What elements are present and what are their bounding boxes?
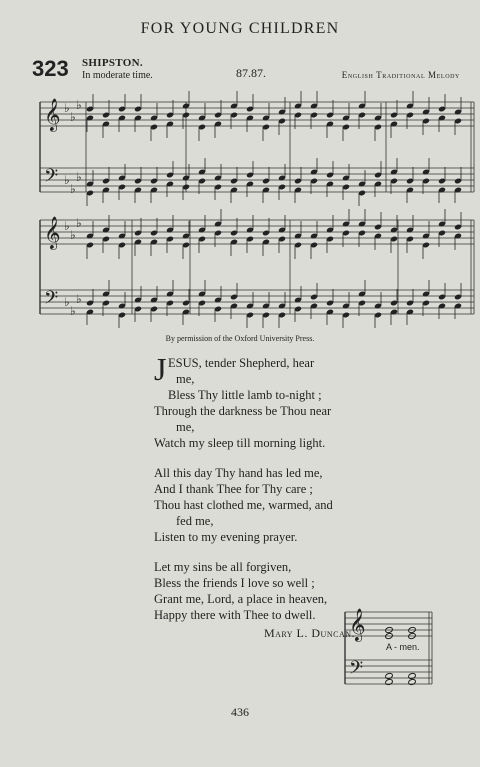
flat-sign: ♭ bbox=[64, 101, 70, 115]
verse-line: Happy there with Thee to dwell. bbox=[154, 608, 316, 622]
hymn-number: 323 bbox=[32, 56, 69, 81]
verse-line: Bless Thy little lamb to-night ; bbox=[168, 388, 322, 402]
half-note-head bbox=[385, 678, 393, 685]
verse-line: All this day Thy hand has led me, bbox=[154, 466, 323, 480]
bass-clef: 𝄢 bbox=[44, 166, 59, 191]
drop-cap: J bbox=[154, 351, 167, 387]
verse-line: And I thank Thee for Thy care ; bbox=[154, 482, 313, 496]
flat-sign: ♭ bbox=[76, 292, 82, 306]
running-head: FOR YOUNG CHILDREN bbox=[140, 20, 340, 37]
flat-sign: ♭ bbox=[70, 182, 76, 196]
flat-sign: ♭ bbox=[64, 219, 70, 233]
tune-name: SHIPSTON. bbox=[82, 57, 143, 69]
flat-sign: ♭ bbox=[64, 173, 70, 187]
bass-clef: 𝄢 bbox=[44, 288, 59, 313]
treble-clef: 𝄞 bbox=[44, 98, 61, 131]
treble-clef: 𝄞 bbox=[44, 216, 61, 249]
half-note-head bbox=[385, 672, 393, 679]
verse-line: fed me, bbox=[176, 514, 214, 528]
tune-source: English Traditional Melody bbox=[341, 70, 460, 80]
author: Mary L. Duncan. bbox=[263, 626, 355, 640]
flat-sign: ♭ bbox=[64, 295, 70, 309]
meter: 87.87. bbox=[236, 66, 266, 80]
bass-clef: 𝄢 bbox=[349, 658, 364, 683]
tempo-marking: In moderate time. bbox=[82, 70, 153, 81]
half-note-head bbox=[408, 672, 416, 679]
flat-sign: ♭ bbox=[76, 216, 82, 230]
verse-line: Let my sins be all forgiven, bbox=[154, 560, 292, 574]
verse-line: me, bbox=[176, 372, 195, 386]
page-number: 436 bbox=[231, 705, 249, 719]
verse-line: Watch my sleep till morning light. bbox=[154, 436, 326, 450]
verse-line: Through the darkness be Thou near bbox=[154, 404, 332, 418]
verse-line: Grant me, Lord, a place in heaven, bbox=[154, 592, 328, 606]
flat-sign: ♭ bbox=[70, 228, 76, 242]
verse-2 bbox=[154, 465, 369, 545]
hymn-text bbox=[154, 351, 369, 641]
verse-line: Bless the friends I love so well ; bbox=[154, 576, 315, 590]
flat-sign: ♭ bbox=[76, 98, 82, 112]
half-note-head bbox=[408, 678, 416, 685]
flat-sign: ♭ bbox=[70, 110, 76, 124]
flat-sign: ♭ bbox=[76, 170, 82, 184]
verse-line: ESUS, tender Shepherd, hear bbox=[168, 356, 315, 370]
verse-line: Thou hast clothed me, warmed, and bbox=[154, 498, 333, 512]
permission-note: By permission of the Oxford University Press. bbox=[165, 334, 315, 343]
verse-3 bbox=[154, 559, 369, 623]
verse-line: Listen to my evening prayer. bbox=[154, 530, 298, 544]
verse-line: me, bbox=[176, 420, 195, 434]
treble-clef: 𝄞 bbox=[349, 608, 366, 641]
flat-sign: ♭ bbox=[70, 304, 76, 318]
amen-label: A - men. bbox=[386, 642, 420, 652]
verse-1 bbox=[154, 351, 369, 451]
